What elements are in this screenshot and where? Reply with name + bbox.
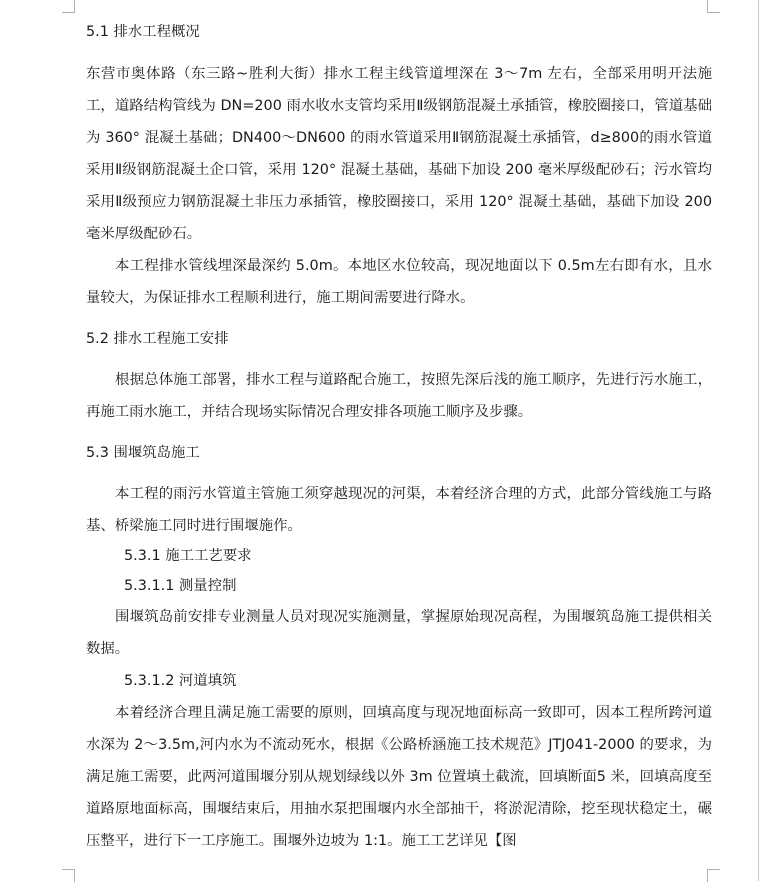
paragraph-5-3-1-1-survey: 围堰筑岛前安排专业测量人员对现况实施测量，掌握原始现况高程，为围堰筑岛施工提供相关数据。 xyxy=(86,609,712,657)
heading-5-3: 5.3 围堰筑岛施工 xyxy=(86,445,200,461)
crop-mark-bottom-right xyxy=(707,869,720,882)
crop-mark-top-right xyxy=(707,0,720,13)
heading-5-3-1: 5.3.1 施工工艺要求 xyxy=(124,548,252,564)
paragraph-5-1-overview: 东营市奥体路（东三路~胜利大街）排水工程主线管道埋深在 3～7m 左右，全部采用明开法施工，道路结构管线为 DN=200 雨水收水支管均采用Ⅱ级钢筋混凝土承插管，橡胶圈接口，管道基础为 360° 混凝土基础；DN400～DN600 的雨水管道采用Ⅱ钢筋混凝土承插管，d≥800的雨水管道采用Ⅱ级钢筋混凝土企口管，采用 120° 混凝土基础，基础下加设 200 毫米厚级配砂石；污水管均采用Ⅱ级预应力钢筋混凝土非压力承插管，橡胶圈接口，采用 120° 混凝土基础，基础下加设 200 毫米厚级配砂石。 xyxy=(86,66,712,242)
paragraph-5-1-dewatering: 本工程排水管线埋深最深约 5.0m。本地区水位较高，现况地面以下 0.5m左右即有水，且水量较大，为保证排水工程顺利进行，施工期间需要进行降水。 xyxy=(86,258,712,306)
crop-mark-bottom-left xyxy=(62,869,75,882)
heading-5-2: 5.2 排水工程施工安排 xyxy=(86,331,229,347)
document-body[interactable] xyxy=(86,16,712,857)
paragraph-5-3-cofferdam: 本工程的雨污水管道主管施工须穿越现况的河渠，本着经济合理的方式，此部分管线施工与路基、桥梁施工同时进行围堰施作。 xyxy=(86,486,712,534)
paragraph-5-2-arrangement: 根据总体施工部署，排水工程与道路配合施工，按照先深后浅的施工顺序，先进行污水施工，再施工雨水施工，并结合现场实际情况合理安排各项施工顺序及步骤。 xyxy=(86,372,712,420)
heading-5-3-1-2: 5.3.1.2 河道填筑 xyxy=(124,673,237,689)
paragraph-5-3-1-2-filling: 本着经济合理且满足施工需要的原则，回填高度与现况地面标高一致即可，因本工程所跨河道水深为 2～3.5m,河内水为不流动死水，根据《公路桥涵施工技术规范》JTJ041-2000 的要求，为满足施工需要，此两河道围堰分别从规划绿线以外 3m 位置填土截流，回填断面5 米，回填高度至道路原地面标高，围堰结束后，用抽水泵把围堰内水全部抽干，将淤泥清除，挖至现状稳定土，碾压整平，进行下一工序施工。围堰外边坡为 1:1。施工工艺详见【图 xyxy=(86,705,712,849)
heading-5-3-1-1: 5.3.1.1 测量控制 xyxy=(124,577,237,594)
heading-5-1: 5.1 排水工程概况 xyxy=(86,24,200,40)
crop-mark-top-left xyxy=(62,0,75,13)
